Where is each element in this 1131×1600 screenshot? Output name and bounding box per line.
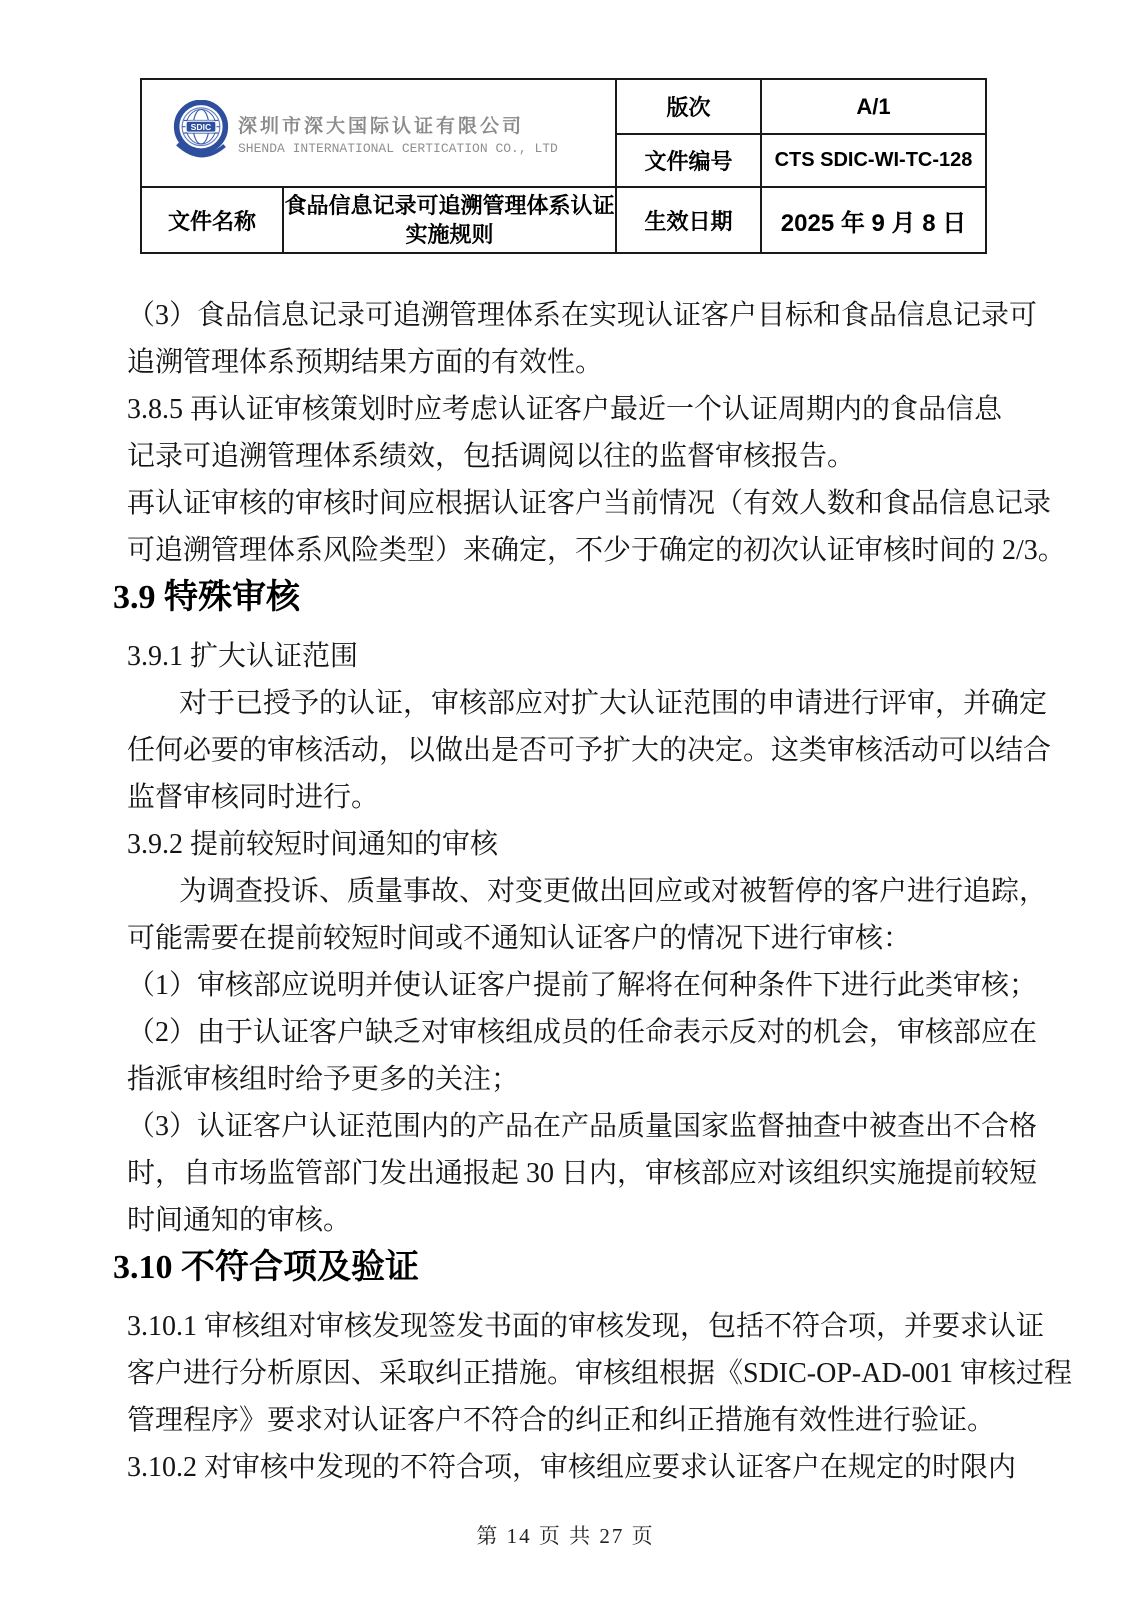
paragraph <box>113 1103 1038 1244</box>
section-heading <box>113 1244 1023 1291</box>
paragraph <box>113 868 1048 962</box>
text-line: 时间通知的审核。 <box>127 1205 352 1236</box>
effective-date-value: 2025 年 9 月 8 日 <box>761 187 986 253</box>
document-header-table <box>140 78 987 254</box>
text-line: 3.9.1 扩大认证范围 <box>127 641 359 672</box>
doc-name-line2: 实施规则 <box>405 222 494 247</box>
doc-number-label: 文件编号 <box>616 134 761 187</box>
text-line: （2）由于认证客户缺乏对审核组成员的任命表示反对的机会，审核部应在 <box>127 1017 1038 1048</box>
paragraph <box>113 680 1052 821</box>
text-line: 3.9 特殊审核 <box>113 579 300 616</box>
text-line: 指派审核组时给予更多的关注； <box>127 1064 520 1095</box>
text-line: 时，自市场监管部门发出通报起 30 日内，审核部应对该组织实施提前较短 <box>127 1158 1038 1189</box>
text-line: 3.10 不符合项及验证 <box>113 1249 419 1286</box>
company-name-en: SHENDA INTERNATIONAL CERTICATION CO., LTD <box>238 140 558 156</box>
version-label: 版次 <box>616 79 761 134</box>
doc-name-line1: 食品信息记录可追溯管理体系认证 <box>284 193 615 218</box>
text-line: （1）审核部应说明并使认证客户提前了解将在何种条件下进行此类审核； <box>127 970 1038 1001</box>
paragraph <box>113 1009 1038 1103</box>
doc-number-value: CTS SDIC-WI-TC-128 <box>761 134 986 187</box>
emblem-text: SDIC <box>190 121 212 132</box>
paragraph <box>113 480 1066 574</box>
text-line: 管理程序》要求对认证客户不符合的纠正和纠正措施有效性进行验证。 <box>127 1405 996 1436</box>
paragraph <box>113 633 1023 680</box>
text-line: 客户进行分析原因、采取纠正措施。审核组根据《SDIC-OP-AD-001 审核过程 <box>127 1358 1073 1389</box>
doc-name-value <box>283 187 616 253</box>
text-line: 追溯管理体系预期结果方面的有效性。 <box>127 347 604 378</box>
paragraph <box>113 292 1038 386</box>
text-line: 为调查投诉、质量事故、对变更做出回应或对被暂停的客户进行追踪， <box>179 876 1048 907</box>
text-line: 3.10.1 审核组对审核发现签发书面的审核发现，包括不符合项，并要求认证 <box>127 1311 1045 1342</box>
paragraph <box>113 1444 1023 1491</box>
paragraph <box>113 821 1023 868</box>
company-name-cn: 深圳市深大国际认证有限公司 <box>238 115 525 137</box>
text-line: 可追溯管理体系风险类型）来确定，不少于确定的初次认证审核时间的 2/3。 <box>127 535 1066 566</box>
text-line: （3）食品信息记录可追溯管理体系在实现认证客户目标和食品信息记录可 <box>127 300 1038 331</box>
paragraph <box>113 1303 1073 1444</box>
text-line: 再认证审核的审核时间应根据认证客户当前情况（有效人数和食品信息记录 <box>127 488 1052 519</box>
text-line: 对于已授予的认证，审核部应对扩大认证范围的申请进行评审，并确定 <box>179 688 1048 719</box>
text-line: 3.9.2 提前较短时间通知的审核 <box>127 829 499 860</box>
text-line: （3）认证客户认证范围内的产品在产品质量国家监督抽查中被查出不合格 <box>127 1111 1038 1142</box>
text-line: 任何必要的审核活动，以做出是否可予扩大的决定。这类审核活动可以结合 <box>127 735 1052 766</box>
section-heading <box>113 574 1023 621</box>
paragraph <box>113 962 1038 1009</box>
text-line: 监督审核同时进行。 <box>127 782 380 813</box>
sdic-logo-icon <box>172 100 230 166</box>
doc-name-label: 文件名称 <box>141 187 283 253</box>
paragraph <box>113 386 1023 480</box>
text-line: 3.10.2 对审核中发现的不符合项，审核组应要求认证客户在规定的时限内 <box>127 1452 1017 1483</box>
version-value: A/1 <box>761 79 986 134</box>
company-logo-cell <box>141 79 616 187</box>
text-line: 可能需要在提前较短时间或不通知认证客户的情况下进行审核： <box>127 923 912 954</box>
document-body <box>113 292 1073 1491</box>
text-line: 3.8.5 再认证审核策划时应考虑认证客户最近一个认证周期内的食品信息 <box>127 394 1003 425</box>
effective-date-label: 生效日期 <box>616 187 761 253</box>
page-number: 第 14 页 共 27 页 <box>476 1524 655 1548</box>
text-line: 记录可追溯管理体系绩效，包括调阅以往的监督审核报告。 <box>127 441 856 472</box>
